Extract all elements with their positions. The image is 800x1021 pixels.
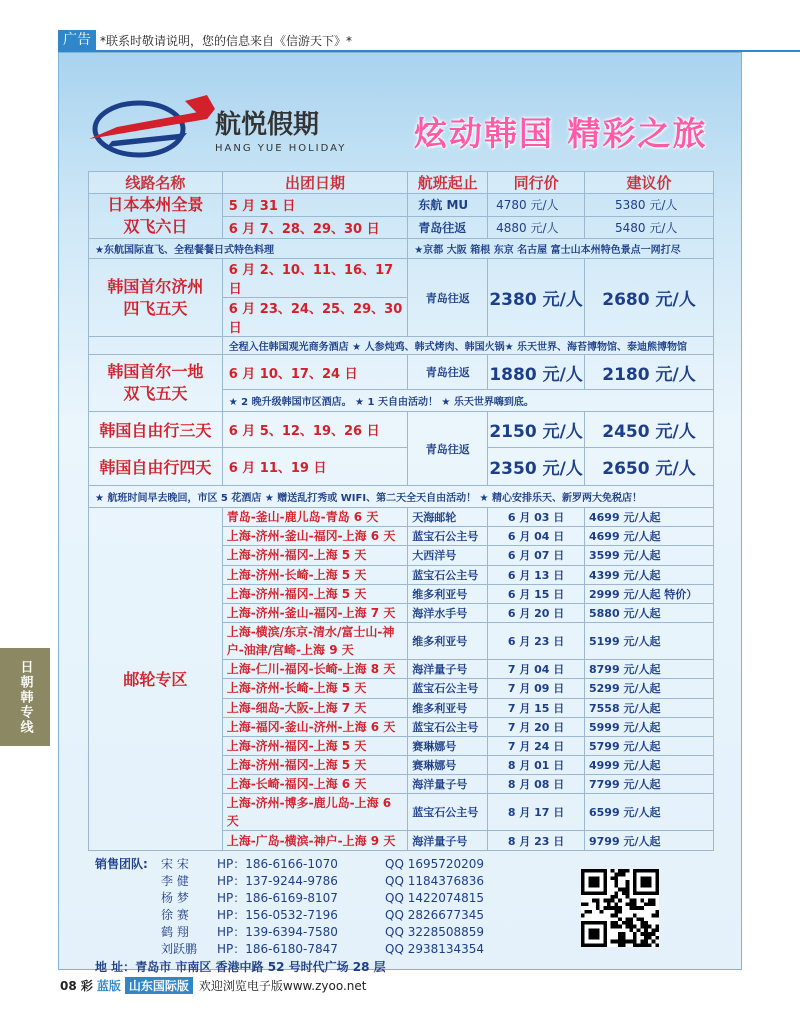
suggested-price: 5380 元/人	[585, 194, 714, 217]
table-row	[89, 448, 714, 486]
cruise-date: 6 月 20 日	[488, 603, 585, 622]
cruise-price: 6599 元/人起	[585, 794, 714, 831]
cruise-title: 邮轮专区	[89, 508, 223, 851]
cruise-price: 5880 元/人起	[585, 603, 714, 622]
cruise-ship: 海洋量子号	[408, 660, 488, 679]
header-route: 线路名称	[89, 172, 223, 194]
header-date: 出团日期	[222, 172, 408, 194]
ad-notice: *联系时敬请说明，您的信息来自《信游天下》*	[100, 33, 353, 48]
cruise-ship: 海洋量子号	[408, 775, 488, 794]
cruise-route: 上海-广岛-横滨-神户-上海 9 天	[222, 831, 408, 850]
website-text: 欢迎浏览电子版www.zyoo.net	[198, 978, 367, 993]
cruise-route: 上海-细岛-大阪-上海 7 天	[222, 698, 408, 717]
tour-note: ★东航国际直飞、全程餐餐日式特色料理	[89, 239, 408, 259]
cruise-price: 2999 元/人起 特价）	[585, 584, 714, 603]
cruise-price: 5299 元/人起	[585, 679, 714, 698]
cruise-date: 7 月 09 日	[488, 679, 585, 698]
cruise-date: 8 月 17 日	[488, 794, 585, 831]
cruise-route: 上海-济州-福冈-上海 5 天	[222, 584, 408, 603]
departure-date: 6 月 5、12、19、26 日	[222, 412, 408, 448]
cruise-price: 3599 元/人起	[585, 546, 714, 565]
cruise-price: 5999 元/人起	[585, 717, 714, 736]
sales-qq: QQ 1184376836	[385, 874, 485, 888]
cruise-ship: 维多利亚号	[408, 623, 488, 660]
cruise-date: 7 月 15 日	[488, 698, 585, 717]
header-suggested-price: 建议价	[585, 172, 714, 194]
suggested-price: 5480 元/人	[585, 216, 714, 239]
sales-title: 销售团队:	[95, 857, 148, 871]
page-footer	[60, 976, 366, 994]
cruise-route: 上海-仁川-福冈-长崎-上海 8 天	[222, 660, 408, 679]
route-name-seoul: 韩国首尔一地 双飞五天	[89, 355, 223, 412]
cruise-date: 7 月 20 日	[488, 717, 585, 736]
cruise-date: 8 月 08 日	[488, 775, 585, 794]
cruise-route: 上海-济州-釜山-福冈-上海 7 天	[222, 603, 408, 622]
qr-code-icon[interactable]	[581, 869, 659, 947]
cruise-ship: 天海邮轮	[408, 508, 488, 527]
flight-info: 青岛往返	[408, 355, 488, 390]
departure-date: 6 月 23、24、25、29、30 日	[222, 298, 408, 337]
page-number: 08 彩	[60, 978, 93, 993]
cruise-section	[89, 508, 714, 851]
cruise-ship: 蓝宝石公主号	[408, 565, 488, 584]
sales-name: 李 健	[161, 874, 189, 888]
address-value: 青岛市 市南区 香港中路 52 号时代广场 28 层	[135, 960, 386, 974]
header-peer-price: 同行价	[488, 172, 585, 194]
departure-date: 6 月 11、19 日	[222, 448, 408, 486]
sales-phone: HP：186-6169-8107	[217, 891, 338, 905]
ad-bar	[58, 30, 352, 50]
peer-price: 2380 元/人	[488, 259, 585, 337]
suggested-price: 2650 元/人	[585, 448, 714, 486]
sales-phone: HP：139-6394-7580	[217, 925, 338, 939]
cruise-date: 6 月 15 日	[488, 584, 585, 603]
cruise-ship: 蓝宝石公主号	[408, 527, 488, 546]
cruise-price: 4399 元/人起	[585, 565, 714, 584]
cruise-route: 上海-济州-福冈-上海 5 天	[222, 736, 408, 755]
suggested-price: 2680 元/人	[585, 259, 714, 337]
cruise-ship: 维多利亚号	[408, 584, 488, 603]
table-row	[89, 337, 714, 355]
cruise-ship: 海洋水手号	[408, 603, 488, 622]
peer-price: 1880 元/人	[488, 355, 585, 390]
cruise-route: 上海-济州-福冈-上海 5 天	[222, 756, 408, 775]
flight-info: 青岛往返	[408, 412, 488, 486]
sales-name: 杨 梦	[161, 891, 189, 905]
sales-phone: HP：186-6180-7847	[217, 942, 338, 956]
cruise-ship: 维多利亚号	[408, 698, 488, 717]
flight-info: 青岛往返	[408, 259, 488, 337]
table-row	[89, 259, 714, 298]
peer-price: 4880 元/人	[488, 216, 585, 239]
cruise-price: 4999 元/人起	[585, 756, 714, 775]
hangyue-logo	[87, 91, 367, 161]
cruise-date: 6 月 03 日	[488, 508, 585, 527]
sales-qq: QQ 2938134354	[385, 942, 485, 956]
cruise-price: 9799 元/人起	[585, 831, 714, 850]
header-flight: 航班起止	[408, 172, 488, 194]
table-row	[89, 412, 714, 448]
cruise-route: 上海-济州-博多-鹿儿岛-上海 6 天	[222, 794, 408, 831]
departure-date: 5 月 31 日	[222, 194, 408, 217]
sales-name: 刘跃鹏	[161, 942, 198, 956]
flight-info: 青岛往返	[408, 216, 488, 239]
cruise-ship: 赛琳娜号	[408, 736, 488, 755]
cruise-route: 上海-长崎-福冈-上海 6 天	[222, 775, 408, 794]
tour-note: ★ 2 晚升级韩国市区酒店。 ★ 1 天自由活动！ ★ 乐天世界嗨到底。	[222, 390, 713, 412]
sales-qq: QQ 1422074815	[385, 891, 485, 905]
edition-label: 蓝版	[96, 978, 121, 993]
table-header-row	[89, 172, 714, 194]
address	[95, 958, 386, 975]
route-name-japan: 日本本州全景 双飞六日	[89, 194, 223, 239]
cruise-ship: 海洋量子号	[408, 831, 488, 850]
sales-name: 徐 赛	[161, 908, 189, 922]
cruise-route: 上海-福冈-釜山-济州-上海 6 天	[222, 717, 408, 736]
sales-phone: HP：186-6166-1070	[217, 857, 338, 871]
cruise-date: 8 月 23 日	[488, 831, 585, 850]
table-row	[89, 508, 714, 527]
cruise-route: 上海-济州-釜山-福冈-上海 6 天	[222, 527, 408, 546]
departure-date: 6 月 10、17、24 日	[222, 355, 408, 390]
sales-phone: HP：137-9244-9786	[217, 874, 338, 888]
cruise-date: 6 月 04 日	[488, 527, 585, 546]
cruise-route: 青岛-釜山-鹿儿岛-青岛 6 天	[222, 508, 408, 527]
cruise-price: 7558 元/人起	[585, 698, 714, 717]
peer-price: 4780 元/人	[488, 194, 585, 217]
advert-card	[58, 52, 742, 974]
cruise-price: 8799 元/人起	[585, 660, 714, 679]
table-row	[89, 194, 714, 217]
cruise-date: 6 月 07 日	[488, 546, 585, 565]
cruise-route: 上海-济州-长崎-上海 5 天	[222, 565, 408, 584]
route-name-seoul-jeju: 韩国首尔济州 四飞五天	[89, 259, 223, 337]
cruise-route: 上海-济州-长崎-上海 5 天	[222, 679, 408, 698]
tour-note: ★京都 大阪 箱根 东京 名古屋 富士山本州特色景点一网打尽	[408, 239, 714, 259]
svg-text:航悦假期: 航悦假期	[215, 110, 320, 140]
sales-qq: QQ 1695720209	[385, 857, 485, 871]
table-row	[89, 239, 714, 259]
sales-qq: QQ 3228508859	[385, 925, 485, 939]
route-name-free-4: 韩国自由行四天	[89, 448, 223, 486]
tour-note: 全程入住韩国观光商务酒店 ★ 人参炖鸡、韩式烤肉、韩国火锅★ 乐天世界、海苔博物馆、泰迪熊博物馆	[222, 337, 713, 355]
cruise-date: 7 月 24 日	[488, 736, 585, 755]
tour-price-table	[88, 171, 714, 851]
cruise-ship: 蓝宝石公主号	[408, 717, 488, 736]
cruise-ship: 蓝宝石公主号	[408, 794, 488, 831]
cruise-date: 6 月 23 日	[488, 623, 585, 660]
route-name-free-3: 韩国自由行三天	[89, 412, 223, 448]
cruise-date: 8 月 01 日	[488, 756, 585, 775]
ad-tag: 广告	[58, 30, 96, 50]
cruise-ship: 蓝宝石公主号	[408, 679, 488, 698]
cruise-ship: 大西洋号	[408, 546, 488, 565]
suggested-price: 2180 元/人	[585, 355, 714, 390]
flight-info: 东航 MU	[408, 194, 488, 217]
address-label: 地 址：	[95, 960, 136, 974]
table-row	[89, 355, 714, 390]
cruise-price: 5799 元/人起	[585, 736, 714, 755]
cruise-route: 上海-横滨/东京-清水/富士山-神户-油津/宫崎-上海 9 天	[222, 623, 408, 660]
sales-qq: QQ 2826677345	[385, 908, 485, 922]
sales-name: 鹤 翔	[161, 925, 189, 939]
suggested-price: 2450 元/人	[585, 412, 714, 448]
svg-text:HANG YUE HOLIDAY: HANG YUE HOLIDAY	[215, 143, 347, 154]
slogan-title: 炫动韩国 精彩之旅	[414, 114, 708, 153]
sales-phone: HP：156-0532-7196	[217, 908, 338, 922]
side-tab-label: 日朝韩专线	[0, 648, 50, 746]
cruise-price: 4699 元/人起	[585, 508, 714, 527]
cruise-route: 上海-济州-福冈-上海 5 天	[222, 546, 408, 565]
cruise-date: 6 月 13 日	[488, 565, 585, 584]
peer-price: 2150 元/人	[488, 412, 585, 448]
cruise-price: 7799 元/人起	[585, 775, 714, 794]
cruise-price: 4699 元/人起	[585, 527, 714, 546]
cruise-price: 5199 元/人起	[585, 623, 714, 660]
departure-date: 6 月 2、10、11、16、17 日	[222, 259, 408, 298]
region-label: 山东国际版	[125, 977, 193, 994]
peer-price: 2350 元/人	[488, 448, 585, 486]
table-row	[89, 486, 714, 508]
sales-name: 宋 宋	[161, 857, 189, 871]
cruise-ship: 赛琳娜号	[408, 756, 488, 775]
tour-note: ★ 航班时间早去晚回，市区 5 花酒店 ★ 赠送乱打秀或 WIFI、第二天全天自由活动！ ★ 精心安排乐天、新罗两大免税店！	[89, 486, 714, 508]
cruise-date: 7 月 04 日	[488, 660, 585, 679]
departure-date: 6 月 7、28、29、30 日	[222, 216, 408, 239]
